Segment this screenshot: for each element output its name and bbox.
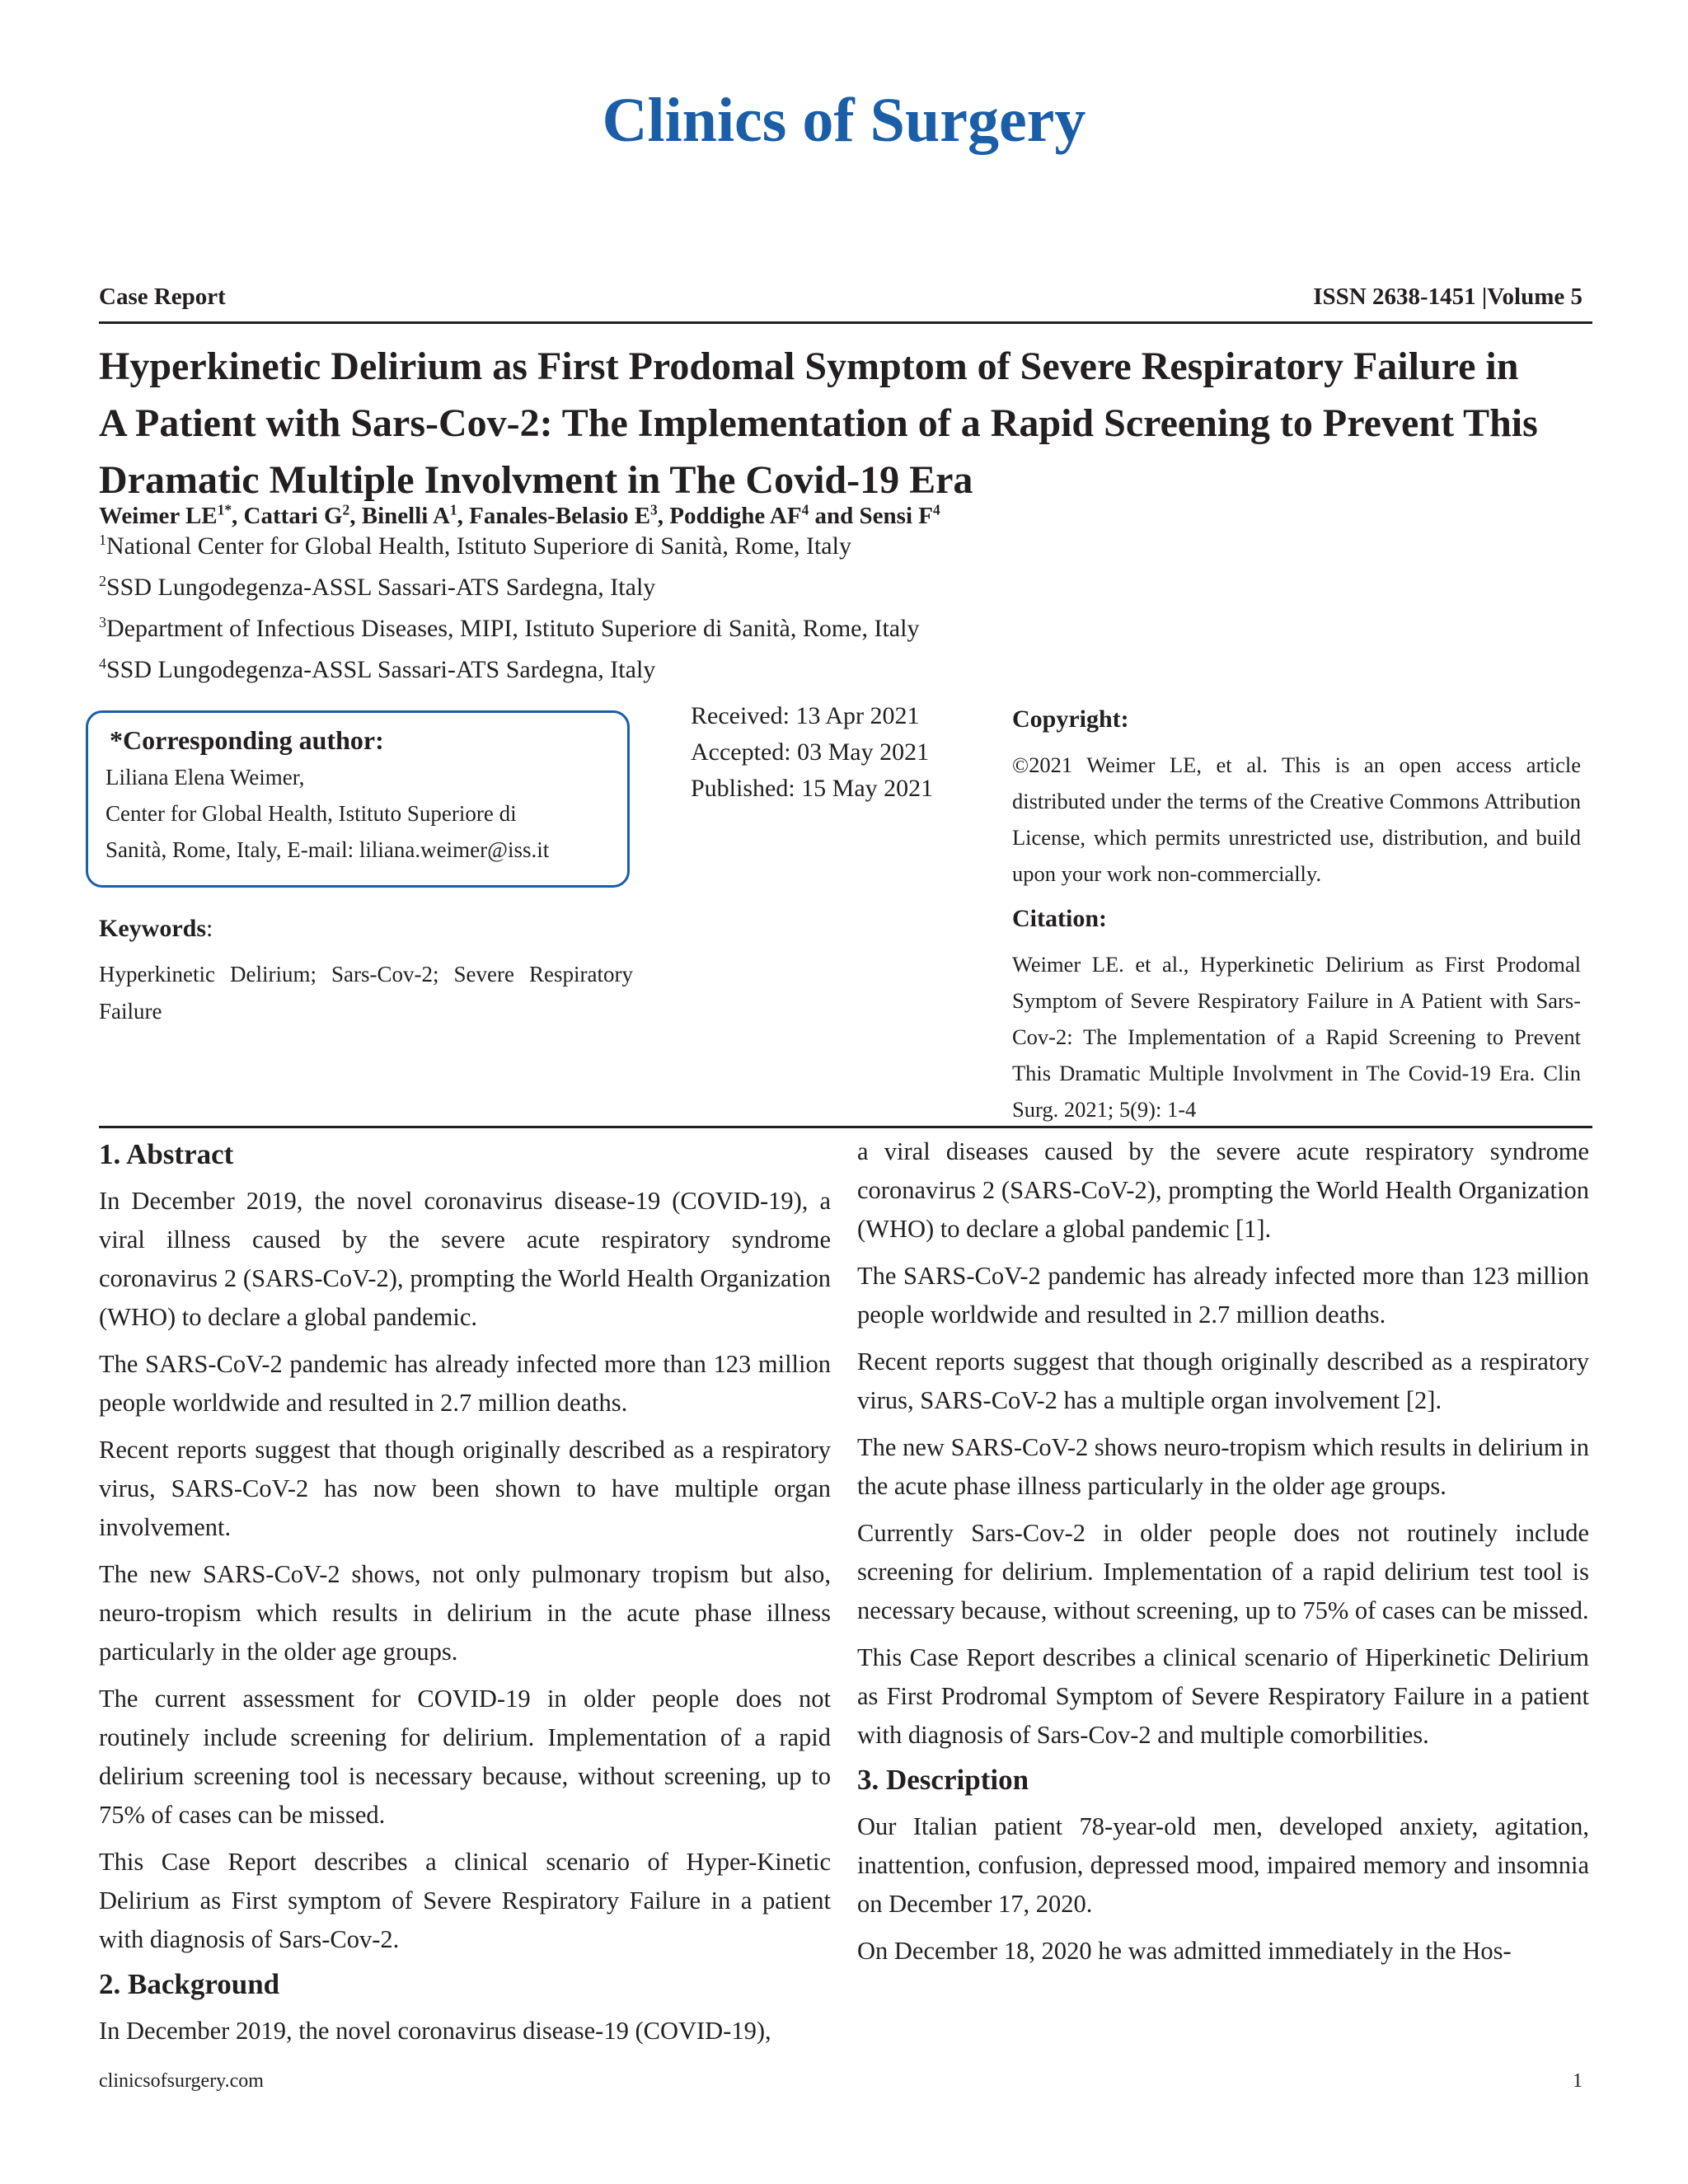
corresponding-author-email: Sanità, Rome, Italy, E-mail: liliana.weimer@iss.it [106, 837, 550, 862]
footer-site: clinicsofsurgery.com [99, 2070, 264, 2092]
accepted-date: Accepted: 03 May 2021 [691, 738, 930, 766]
keywords-heading: Keywords: [99, 915, 213, 942]
body-paragraph: The current assessment for COVID-19 in older people does not routinely include screening for delirium. Implementation of a rapid delirium screening tool is necessary because, without screening, up to 75% of cases can be missed. [99, 1685, 831, 1829]
section-heading: 2. Background [99, 1968, 280, 2000]
body-paragraph: This Case Report describes a clinical scenario of Hiperkinetic Delirium as First Prodromal Symptom of Severe Respiratory Failure in a patient with diagnosis of Sars-Cov-2 and multiple comorbilities. [857, 1643, 1589, 1749]
page-footer [99, 2070, 1582, 2093]
body-paragraph: The new SARS-CoV-2 shows neuro-tropism which results in delirium in the acute phase illness particularly in the older age groups. [857, 1433, 1589, 1500]
published-date: Published: 15 May 2021 [691, 775, 934, 802]
corresponding-author-heading: *Corresponding author: [110, 725, 384, 755]
affiliation-1: $^1$National Center for Global Health, Istituto Superiore di Sanità, Rome, Italy [99, 532, 851, 560]
body-column-right [857, 1132, 1589, 1979]
keywords-text: Hyperkinetic Delirium; Sars-Cov-2; Severe Respiratory Failure [99, 962, 633, 1024]
title-line-1: Hyperkinetic Delirium as First Prodomal Symptom of Severe Respiratory Failure in [99, 344, 1519, 388]
section-heading: 3. Description [857, 1764, 1029, 1796]
body-paragraph: In December 2019, the novel coronavirus disease-19 (COVID-19), a viral illness caused by the severe acute respiratory syndrome coronavirus 2 (SARS-CoV-2), prompting the World Health Organization (WHO) to declare a global pandemic. [99, 1187, 831, 1331]
body-paragraph: This Case Report describes a clinical scenario of Hyper-Kinetic Delirium as First symptom of Severe Respiratory Failure in a patient with diagnosis of Sars-Cov-2. [99, 1848, 831, 1953]
copyright-text: ©2021 Weimer LE, et al. This is an open access article distributed under the terms of the Creative Commons Attribution License, which permits unrestricted use, distribution, and build upon your work non-commercially. [1012, 752, 1581, 886]
copyright-heading: Copyright: [1012, 705, 1129, 733]
body-paragraph: Currently Sars-Cov-2 in older people does not routinely include screening for delirium. Implementation of a rapid delirium test tool is necessary because, without screening, up to 75% of cases can be missed. [857, 1519, 1589, 1624]
body-paragraph: In December 2019, the novel coronavirus disease-19 (COVID-19), [99, 2017, 771, 2045]
author-name: Fanales-Belasio $E^3$ [469, 501, 658, 529]
affiliation-4: $^4$SSD Lungodegenza-ASSL Sassari-ATS Sardegna, Italy [99, 655, 656, 683]
page-number: 1 [1573, 2070, 1582, 2092]
corresponding-author-address: Center for Global Health, Istituto Superiore di [106, 801, 517, 826]
affiliation-2: $^2$SSD Lungodegenza-ASSL Sassari-ATS Sardegna, Italy [99, 573, 656, 601]
author-list: Weimer $LE^{1*}$, Cattari $G^2$, Binelli $A^1$, Fanales-Belasio $E^3$, Poddighe $AF^4$ and Sensi $F^4$ [99, 501, 940, 529]
body-paragraph: Our Italian patient 78-year-old men, developed anxiety, agitation, inattention, confusion, depressed mood, impaired memory and insomnia on December 17, 2020. [857, 1812, 1589, 1918]
body-paragraph: On December 18, 2020 he was admitted immediately in the Hos- [857, 1937, 1512, 1965]
author-name: Sensi $F^4$ [859, 501, 940, 529]
issn-volume: ISSN 2638-1451 |Volume 5 [1313, 284, 1582, 310]
citation-heading: Citation: [1012, 905, 1107, 932]
received-date: Received: 13 Apr 2021 [691, 702, 920, 729]
body-column-left [99, 1137, 831, 2059]
title-line-3: Dramatic Multiple Involvment in The Covid-19 Era [99, 458, 973, 502]
citation-text: Weimer LE. et al., Hyperkinetic Delirium as First Prodomal Symptom of Severe Respiratory Failure in A Patient with Sars-Cov-2: The Implementation of a Rapid Screening to Prevent This Dramatic Multiple Involvment in The Covid-19 Era. Clin Surg. 2021; 5(9): 1-4 [1012, 952, 1581, 1122]
corresponding-author-name: Liliana Elena Weimer, [106, 765, 305, 790]
section-heading: 1. Abstract [99, 1138, 234, 1170]
body-paragraph: The new SARS-CoV-2 shows, not only pulmonary tropism but also, neuro-tropism which results in delirium in the acute phase illness particularly in the older age groups. [99, 1560, 831, 1666]
body-paragraph: Recent reports suggest that though originally described as a respiratory virus, SARS-CoV-2 has a multiple organ involvement [2]. [857, 1347, 1589, 1414]
section-divider [99, 1126, 1592, 1128]
author-name: Poddighe $AF^4$ [669, 501, 809, 529]
body-paragraph: The SARS-CoV-2 pandemic has already infected more than 123 million people worldwide and resulted in 2.7 million deaths. [99, 1350, 831, 1417]
body-paragraph: The SARS-CoV-2 pandemic has already infected more than 123 million people worldwide and resulted in 2.7 million deaths. [857, 1262, 1589, 1329]
header-divider [99, 321, 1592, 324]
body-paragraph: a viral diseases caused by the severe acute respiratory syndrome coronavirus 2 (SARS-CoV-2), prompting the World Health Organization (WHO) to declare a global pandemic [1]. [857, 1137, 1589, 1243]
title-line-2: A Patient with Sars-Cov-2: The Implementation of a Rapid Screening to Prevent This [99, 401, 1538, 445]
affiliation-3: $^3$Department of Infectious Diseases, MIPI, Istituto Superiore di Sanità, Rome, Italy [99, 614, 920, 642]
body-paragraph: Recent reports suggest that though originally described as a respiratory virus, SARS-CoV-2 has now been shown to have multiple organ involvement. [99, 1436, 831, 1541]
article-title [99, 338, 1607, 509]
author-name: Weimer $LE^{1*}$ [99, 501, 232, 529]
author-name: Cattari $G^2$ [243, 501, 350, 529]
journal-title: Clinics of Surgery [602, 86, 1086, 155]
author-name: Binelli $A^1$ [361, 501, 457, 529]
article-meta-row [99, 284, 1582, 311]
article-type: Case Report [99, 284, 226, 310]
